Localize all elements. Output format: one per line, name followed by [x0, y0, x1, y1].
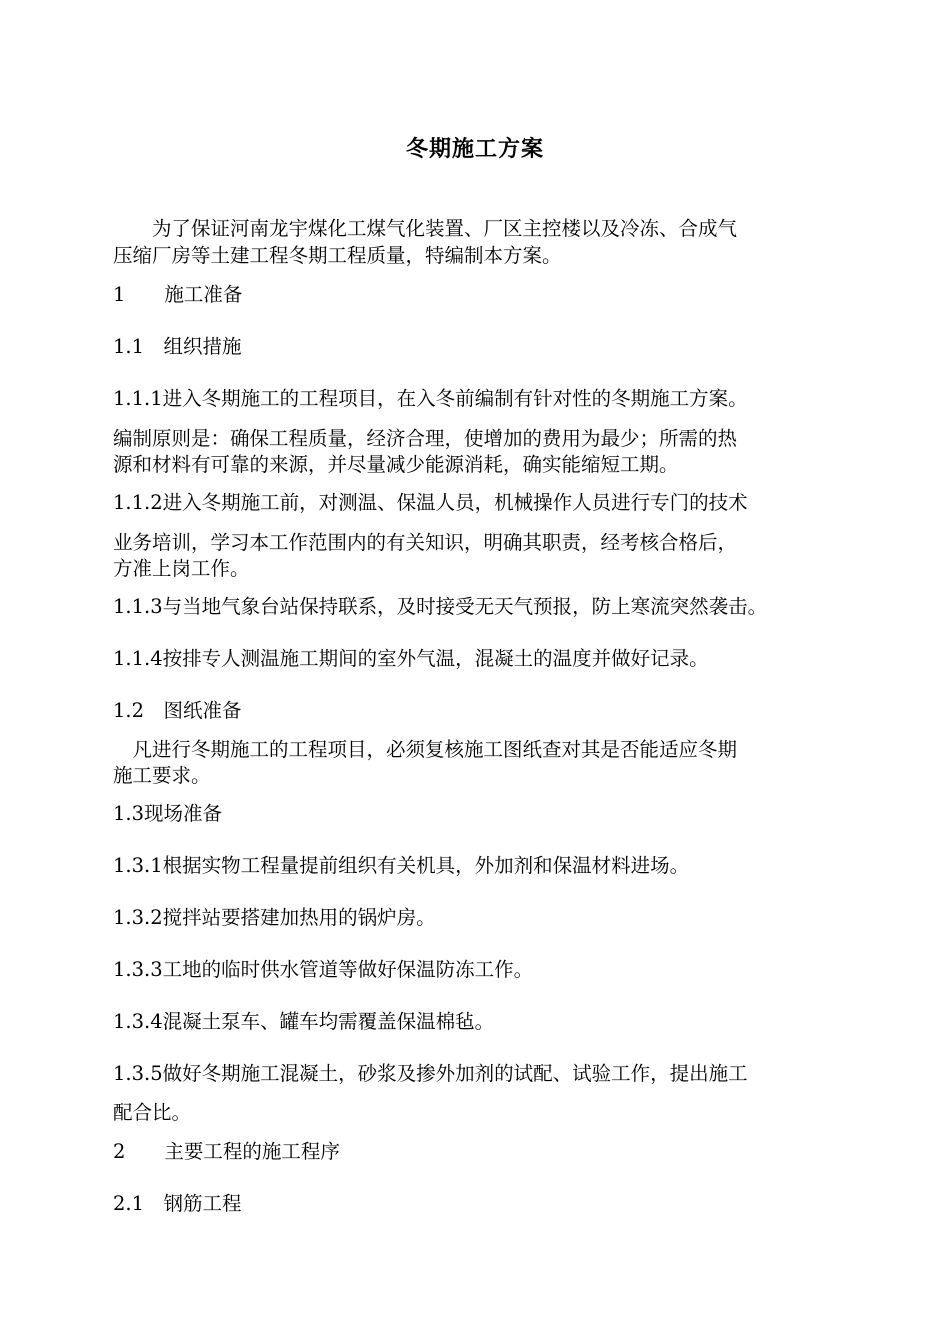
text-line: 1.3.5做好冬期施工混凝土，砂浆及掺外加剂的试配、试验工作，提出施工: [113, 1062, 748, 1085]
text-line: 1.3.2搅拌站要搭建加热用的锅炉房。: [113, 906, 436, 929]
text-line: 为了保证河南龙宇煤化工煤气化装置、厂区主控楼以及冷冻、合成气: [113, 217, 738, 240]
text-line: 方准上岗工作。: [113, 557, 250, 580]
text-line: 源和材料有可靠的来源，并尽量减少能源消耗，确实能缩短工期。: [113, 453, 679, 476]
section-heading: 1.3现场准备: [113, 802, 223, 825]
text-line: 1.1.3与当地气象台站保持联系，及时接受无天气预报，防上寒流突然袭击。: [113, 595, 768, 618]
section-heading: 1.1 组织措施: [113, 335, 242, 358]
text-line: 压缩厂房等土建工程冬期工程质量，特编制本方案。: [113, 244, 562, 267]
text-line: 1.3.4混凝土泵车、罐车均需覆盖保温棉毡。: [113, 1010, 495, 1033]
section-heading: 1.2 图纸准备: [113, 699, 242, 722]
section-heading: 1 施工准备: [113, 283, 243, 306]
text-line: 施工要求。: [113, 764, 211, 787]
text-line: 业务培训，学习本工作范围内的有关知识，明确其职责，经考核合格后，: [113, 531, 738, 554]
text-line: 1.1.1进入冬期施工的工程项目，在入冬前编制有针对性的冬期施工方案。: [113, 387, 748, 410]
text-line: 凡进行冬期施工的工程项目，必须复核施工图纸查对其是否能适应冬期: [113, 738, 738, 761]
text-line: 1.1.2进入冬期施工前，对测温、保温人员，机械操作人员进行专门的技术: [113, 491, 748, 514]
text-line: 1.3.1根据实物工程量提前组织有关机具，外加剂和保温材料进场。: [113, 854, 690, 877]
text-line: 配合比。: [113, 1101, 192, 1124]
text-line: 编制原则是：确保工程质量，经济合理，使增加的费用为最少；所需的热: [113, 427, 738, 450]
section-heading: 2.1 钢筋工程: [113, 1192, 242, 1215]
text-line: 1.1.4按排专人测温施工期间的室外气温，混凝土的温度并做好记录。: [113, 647, 709, 670]
document-title: 冬期施工方案: [405, 136, 544, 162]
text-line: 1.3.3工地的临时供水管道等做好保温防冻工作。: [113, 958, 534, 981]
section-heading: 2 主要工程的施工程序: [113, 1140, 340, 1163]
